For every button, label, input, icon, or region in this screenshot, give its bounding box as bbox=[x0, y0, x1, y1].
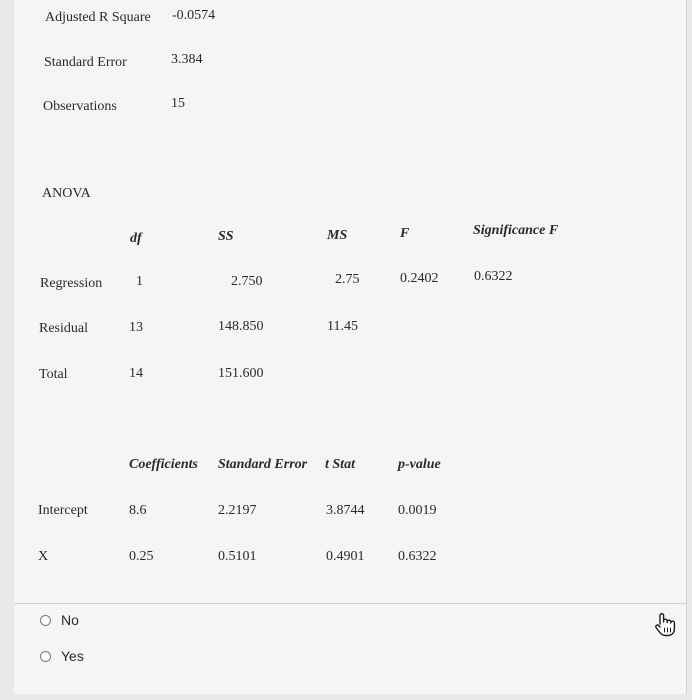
anova-header-ms: MS bbox=[327, 228, 348, 243]
anova-cell-ss: 2.750 bbox=[231, 274, 263, 289]
option-label-no: No bbox=[61, 612, 79, 628]
adj-r-square-value: -0.0574 bbox=[172, 8, 216, 23]
anova-cell-ss: 151.600 bbox=[218, 366, 264, 381]
anova-title: ANOVA bbox=[42, 186, 91, 201]
anova-cell-ms: 2.75 bbox=[335, 272, 360, 287]
coef-cell-p-value: 0.6322 bbox=[398, 549, 437, 564]
coef-cell-p-value: 0.0019 bbox=[398, 503, 437, 518]
divider bbox=[14, 603, 686, 604]
radio-button-yes[interactable] bbox=[40, 651, 51, 662]
coef-header-standard-error: Standard Error bbox=[218, 457, 308, 472]
option-label-yes: Yes bbox=[61, 648, 84, 664]
coef-header-coefficients: Coefficients bbox=[129, 457, 198, 472]
coef-row-label: Intercept bbox=[38, 503, 88, 518]
coef-cell-standard-error: 2.2197 bbox=[218, 503, 257, 518]
coef-cell-t-stat: 3.8744 bbox=[326, 503, 365, 518]
anova-cell-f: 0.2402 bbox=[400, 271, 439, 286]
observations-label: Observations bbox=[43, 99, 117, 114]
standard-error-label: Standard Error bbox=[44, 55, 127, 70]
coef-cell-coefficient: 0.25 bbox=[129, 549, 154, 564]
hand-pointer-icon bbox=[652, 610, 680, 638]
anova-row-label: Residual bbox=[39, 321, 88, 336]
anova-cell-df: 13 bbox=[129, 320, 143, 335]
anova-cell-df: 14 bbox=[129, 366, 143, 381]
anova-header-df: df bbox=[130, 231, 142, 246]
anova-header-significance-f: Significance F bbox=[473, 223, 559, 238]
coef-row-label: X bbox=[38, 549, 49, 564]
coef-cell-coefficient: 8.6 bbox=[129, 503, 147, 518]
anova-header-ss: SS bbox=[218, 229, 234, 244]
anova-row-label: Total bbox=[39, 367, 68, 382]
standard-error-value: 3.384 bbox=[171, 52, 203, 67]
anova-cell-df: 1 bbox=[136, 274, 143, 289]
coef-cell-standard-error: 0.5101 bbox=[218, 549, 257, 564]
anova-cell-significance-f: 0.6322 bbox=[474, 269, 513, 284]
option-yes[interactable] bbox=[40, 648, 84, 664]
radio-button-no[interactable] bbox=[40, 615, 51, 626]
anova-header-f: F bbox=[400, 226, 410, 241]
observations-value: 15 bbox=[171, 96, 185, 111]
adj-r-square-label: Adjusted R Square bbox=[45, 10, 151, 25]
anova-cell-ss: 148.850 bbox=[218, 319, 264, 334]
option-no[interactable] bbox=[40, 612, 79, 628]
coef-header-t-stat: t Stat bbox=[325, 457, 355, 472]
anova-row-label: Regression bbox=[40, 276, 103, 291]
coef-header-p-value: p-value bbox=[398, 457, 441, 472]
anova-cell-ms: 11.45 bbox=[327, 319, 358, 334]
coef-cell-t-stat: 0.4901 bbox=[326, 549, 365, 564]
